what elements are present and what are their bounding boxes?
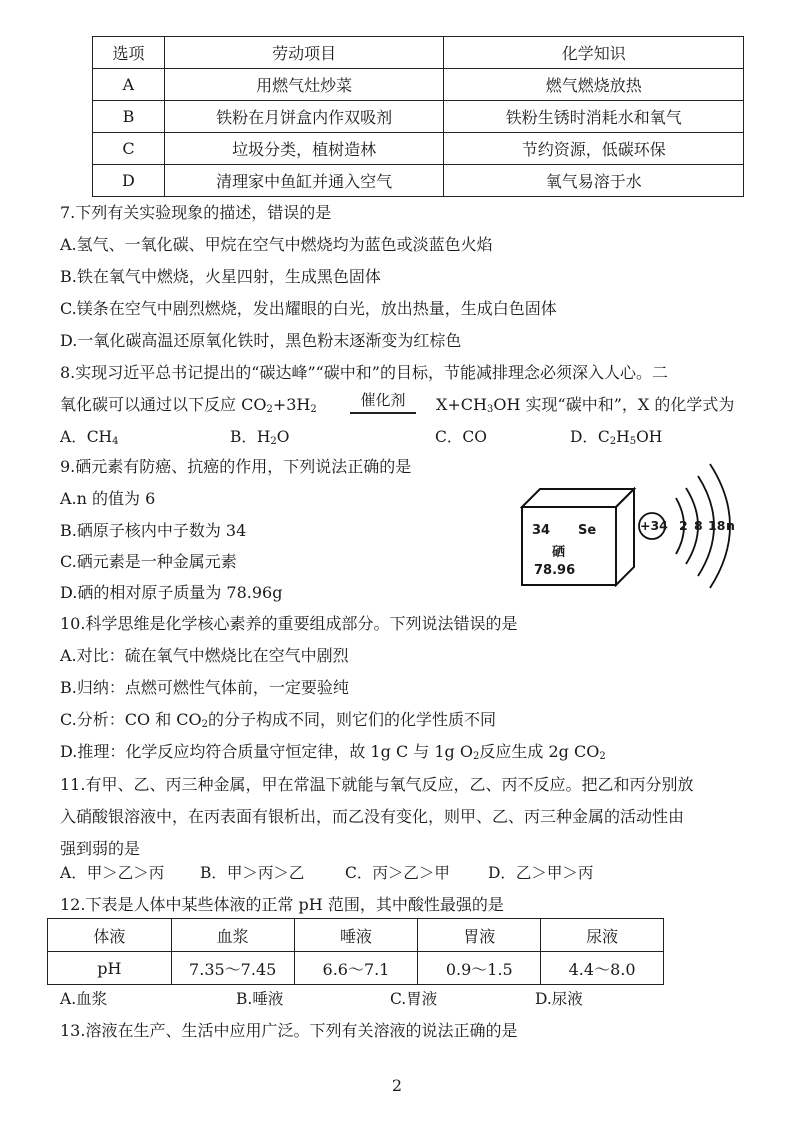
table-cell: A xyxy=(93,69,165,101)
q11-line2: 入硝酸银溶液中，在丙表面有银析出，而乙没有变化，则甲、乙、丙三种金属的活动性由 xyxy=(60,807,685,826)
table-header-cell: 体液 xyxy=(48,919,172,952)
table-header-cell: 化学知识 xyxy=(444,37,744,69)
option-text: A．CH xyxy=(60,428,113,446)
table-cell: 节约资源，低碳环保 xyxy=(444,133,744,165)
q7-option-c: C.镁条在空气中剧烈燃烧，发出耀眼的白光，放出热量，生成白色固体 xyxy=(60,299,557,318)
q10-option-a: A.对比：硫在氧气中燃烧比在空气中剧烈 xyxy=(60,646,349,665)
subscript: 2 xyxy=(201,719,209,730)
table-cell: 用燃气灶炒菜 xyxy=(164,69,444,101)
table-header-row xyxy=(93,37,744,69)
q11-line1: 11.有甲、乙、丙三种金属，甲在常温下就能与氧气反应，乙、丙不反应。把乙和丙分别放 xyxy=(60,775,694,794)
labor-chemistry-table xyxy=(92,36,744,197)
table-cell: 0.9～1.5 xyxy=(418,952,541,985)
table-cell: pH xyxy=(48,952,172,985)
q8-text: 氧化碳可以通过以下反应 CO xyxy=(60,395,267,414)
q8-line2-right xyxy=(436,390,734,425)
q10-option-c xyxy=(60,705,496,740)
option-text: C.分析：CO 和 CO xyxy=(60,710,202,729)
table-cell: 6.6～7.1 xyxy=(294,952,418,985)
q10-option-b: B.归纳：点燃可燃性气体前，一定要验纯 xyxy=(60,678,349,697)
element-symbol: Se xyxy=(578,523,597,538)
subscript: 2 xyxy=(270,436,277,447)
q12-option-a: A.血浆 xyxy=(60,990,108,1008)
catalyst-label: 催化剂 xyxy=(360,391,406,409)
atomic-mass: 78.96 xyxy=(534,563,576,578)
q12-stem: 12.下表是人体中某些体液的正常 pH 范围，其中酸性最强的是 xyxy=(60,895,504,914)
option-text: D.推理：化学反应均符合质量守恒定律，故 1g C 与 1g O xyxy=(60,742,473,761)
subscript: 2 xyxy=(599,751,606,762)
q9-stem: 9.硒元素有防癌、抗癌的作用，下列说法正确的是 xyxy=(60,457,412,476)
table-row xyxy=(93,101,744,133)
q8-text: +3H xyxy=(272,395,311,414)
subscript: 2 xyxy=(609,436,617,447)
q8-text: X+CH xyxy=(436,395,487,414)
q7-option-d: D.一氧化碳高温还原氧化铁时，黑色粉末逐渐变为红棕色 xyxy=(60,331,462,350)
option-text: D．C xyxy=(570,428,610,446)
q12-option-b: B.唾液 xyxy=(236,990,284,1008)
q8-line1: 8.实现习近平总书记提出的“碳达峰”“碳中和”的目标，节能减排理念必须深入人心。二 xyxy=(60,363,668,382)
table-row xyxy=(93,133,744,165)
q9-option-b: B.硒原子核内中子数为 34 xyxy=(60,521,247,540)
table-cell: C xyxy=(93,133,165,165)
table-row xyxy=(48,952,664,985)
page-number: 2 xyxy=(391,1076,403,1095)
q12-option-c: C.胃液 xyxy=(390,990,438,1008)
ph-table xyxy=(47,918,664,985)
q9-option-d: D.硒的相对原子质量为 78.96g xyxy=(60,583,283,602)
q8-option-c: C．CO xyxy=(435,428,487,446)
table-cell: 氧气易溶于水 xyxy=(444,165,744,197)
table-header-cell: 胃液 xyxy=(418,919,541,952)
option-text: 反应生成 2g CO xyxy=(479,742,600,761)
q7-option-a: A.氢气、一氧化碳、甲烷在空气中燃烧均为蓝色或淡蓝色火焰 xyxy=(60,235,493,254)
shell-2-electrons: 8 xyxy=(694,518,703,533)
atomic-number: 34 xyxy=(532,523,551,538)
selenium-element-cell xyxy=(520,487,638,587)
table-cell: 燃气燃烧放热 xyxy=(444,69,744,101)
shell-4-electrons: n xyxy=(726,518,735,533)
q9-option-a: A.n 的值为 6 xyxy=(60,489,156,508)
q12-option-d: D.尿液 xyxy=(535,990,583,1008)
option-text: OH xyxy=(636,428,663,446)
table-cell: 铁粉生锈时消耗水和氧气 xyxy=(444,101,744,133)
shell-1-electrons: 2 xyxy=(679,518,688,533)
table-cell: D xyxy=(93,165,165,197)
q7-stem: 7.下列有关实验现象的描述，错误的是 xyxy=(60,203,332,222)
subscript: 4 xyxy=(112,436,119,447)
table-header-cell: 尿液 xyxy=(541,919,664,952)
q8-line2 xyxy=(60,390,317,425)
table-header-cell: 选项 xyxy=(93,37,165,69)
q9-option-c: C.硒元素是一种金属元素 xyxy=(60,552,237,571)
element-name: 硒 xyxy=(552,545,566,560)
table-cell: 铁粉在月饼盒内作双吸剂 xyxy=(164,101,444,133)
q11-line3: 强到弱的是 xyxy=(60,839,141,858)
table-cell: 垃圾分类，植树造林 xyxy=(164,133,444,165)
table-header-cell: 劳动项目 xyxy=(164,37,444,69)
table-cell: 4.4～8.0 xyxy=(541,952,664,985)
q11-option-a: A．甲＞乙＞丙 xyxy=(60,864,165,882)
option-text: O xyxy=(276,428,290,446)
subscript: 3 xyxy=(487,404,494,415)
q10-option-d xyxy=(60,737,606,772)
q11-option-b: B．甲＞丙＞乙 xyxy=(200,864,305,882)
subscript: 2 xyxy=(310,404,317,415)
option-text: 的分子构成不同，则它们的化学性质不同 xyxy=(208,710,497,729)
selenium-atom-structure xyxy=(636,460,756,590)
q11-option-d: D．乙＞甲＞丙 xyxy=(488,864,594,882)
option-text: H xyxy=(616,428,630,446)
table-header-cell: 唾液 xyxy=(294,919,418,952)
catalyst-arrow xyxy=(348,390,418,424)
q7-option-b: B.铁在氧气中燃烧，火星四射，生成黑色固体 xyxy=(60,267,381,286)
reaction-equals-bar xyxy=(350,412,416,414)
table-row xyxy=(93,165,744,197)
subscript: 5 xyxy=(629,436,637,447)
q8-text: OH 实现“碳中和”，X 的化学式为 xyxy=(493,395,735,414)
q11-option-c: C．丙＞乙＞甲 xyxy=(345,864,450,882)
nucleus-charge: +34 xyxy=(640,518,668,533)
table-row xyxy=(93,69,744,101)
q8-option-d xyxy=(570,422,662,457)
subscript: 2 xyxy=(472,751,480,762)
table-header-cell: 血浆 xyxy=(171,919,294,952)
table-cell: 7.35～7.45 xyxy=(171,952,294,985)
q10-stem: 10.科学思维是化学核心素养的重要组成部分。下列说法错误的是 xyxy=(60,614,518,633)
shell-3-electrons: 18 xyxy=(708,518,726,533)
table-header-row xyxy=(48,919,664,952)
subscript: 2 xyxy=(266,404,273,415)
table-cell: B xyxy=(93,101,165,133)
option-text: B．H xyxy=(230,428,271,446)
table-cell: 清理家中鱼缸并通入空气 xyxy=(164,165,444,197)
q13-stem: 13.溶液在生产、生活中应用广泛。下列有关溶液的说法正确的是 xyxy=(60,1021,518,1040)
